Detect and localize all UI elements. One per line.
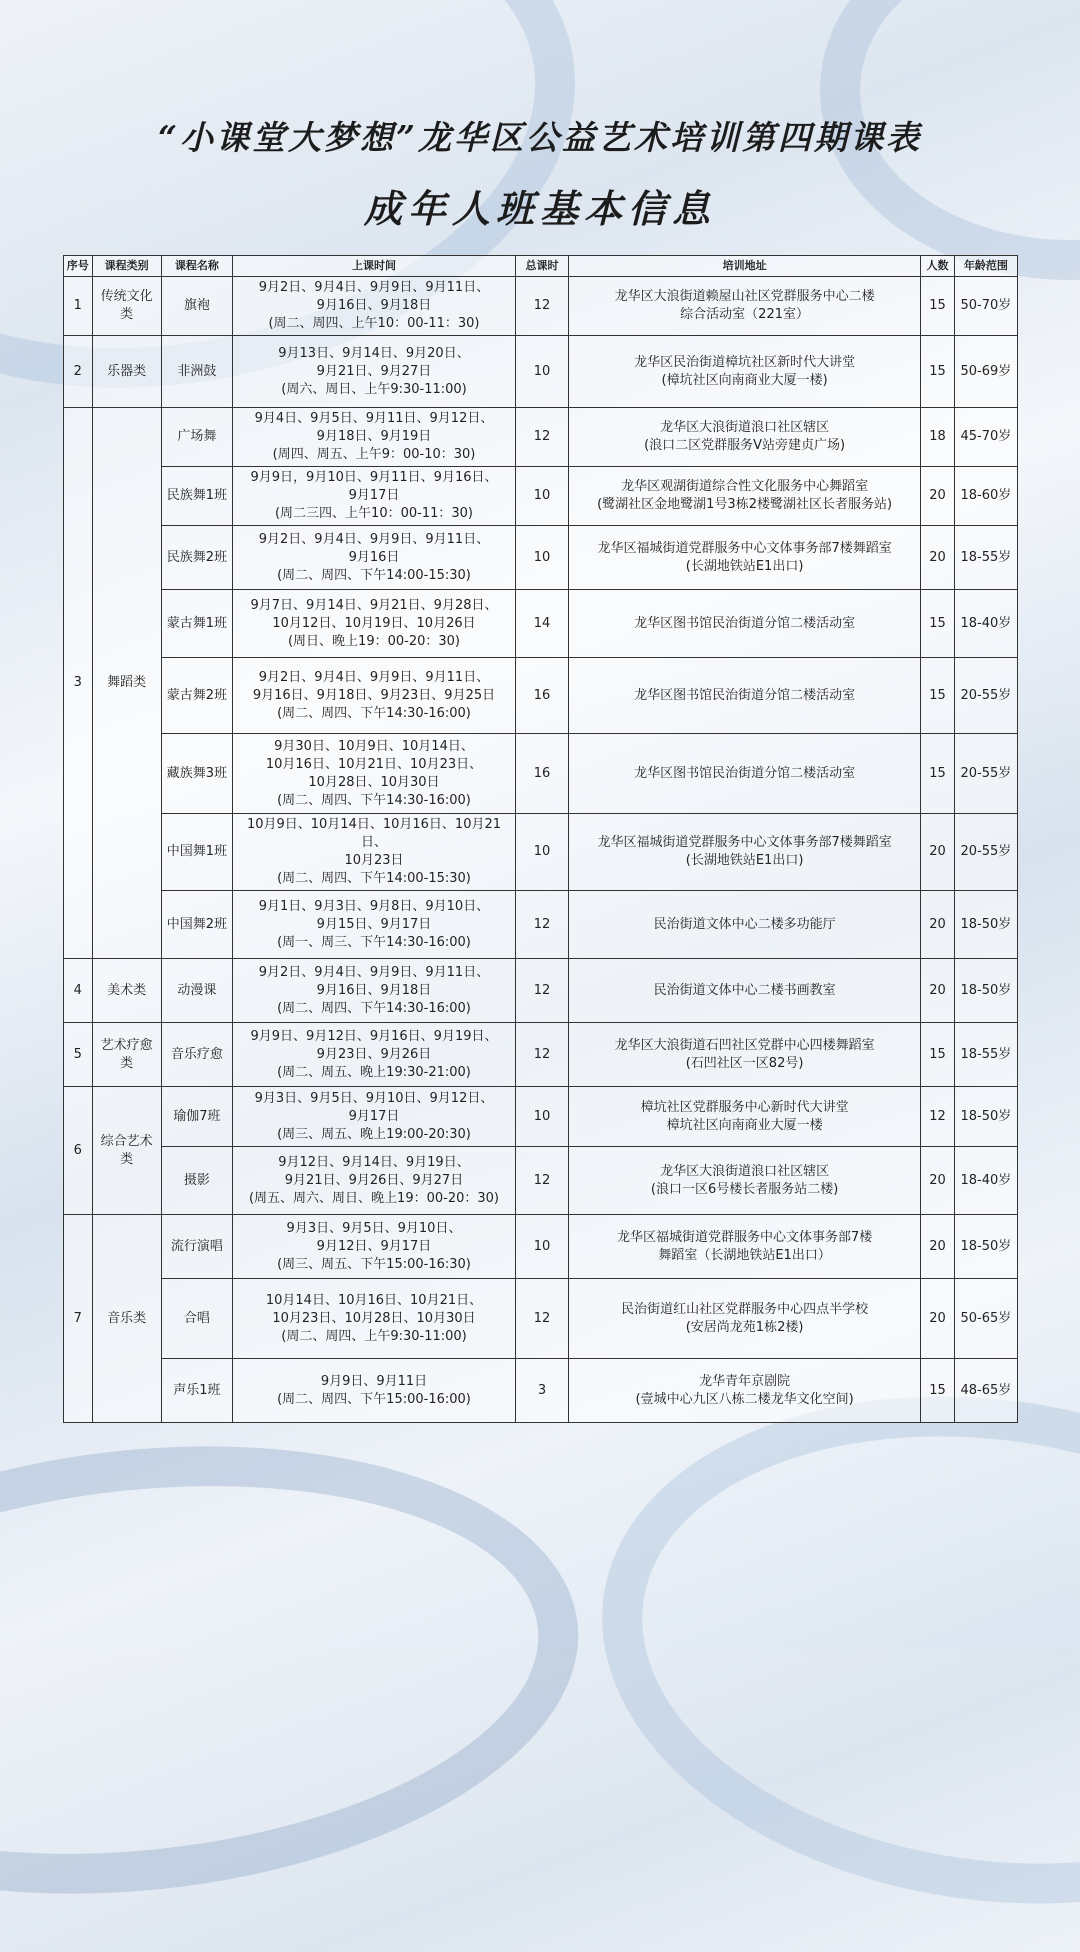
cell-age: 50-65岁 — [954, 1279, 1017, 1359]
cell-time: 9月9日、9月11日 (周二、周四、下午15:00-16:00) — [232, 1359, 515, 1423]
cell-course-name: 非洲鼓 — [161, 336, 232, 408]
table-row — [64, 1215, 1018, 1279]
cell-time: 10月9日、10月14日、10月16日、10月21日、 10月23日 (周二、周四、下午14:00-15:30) — [232, 814, 515, 891]
cell-people: 15 — [921, 277, 955, 336]
cell-time: 9月30日、10月9日、10月14日、 10月16日、10月21日、10月23日、 10月28日、10月30日 (周二、周四、下午14:30-16:00) — [232, 734, 515, 814]
cell-category: 舞蹈类 — [92, 408, 161, 959]
header-category: 课程类别 — [92, 256, 161, 277]
cell-people: 15 — [921, 336, 955, 408]
cell-hours: 12 — [516, 1147, 569, 1215]
table-row — [64, 658, 1018, 734]
cell-address: 龙华区图书馆民治街道分馆二楼活动室 — [568, 590, 920, 658]
cell-age: 18-60岁 — [954, 467, 1017, 526]
header-people: 人数 — [921, 256, 955, 277]
cell-address: 龙华区福城街道党群服务中心文体事务部7楼舞蹈室 (长湖地铁站E1出口) — [568, 526, 920, 590]
cell-people: 15 — [921, 1023, 955, 1087]
table-row — [64, 1359, 1018, 1423]
cell-time: 9月13日、9月14日、9月20日、 9月21日、9月27日 (周六、周日、上午9:30-11:00) — [232, 336, 515, 408]
cell-hours: 10 — [516, 814, 569, 891]
cell-category: 音乐类 — [92, 1215, 161, 1423]
cell-course-name: 蒙古舞2班 — [161, 658, 232, 734]
table-row — [64, 590, 1018, 658]
cell-time: 9月3日、9月5日、9月10日、9月12日、 9月17日 (周三、周五、晚上19:00-20:30) — [232, 1087, 515, 1147]
cell-people: 20 — [921, 891, 955, 959]
cell-course-name: 藏族舞3班 — [161, 734, 232, 814]
header-no: 序号 — [64, 256, 93, 277]
cell-hours: 10 — [516, 526, 569, 590]
cell-course-name: 声乐1班 — [161, 1359, 232, 1423]
cell-hours: 10 — [516, 1087, 569, 1147]
table-row — [64, 277, 1018, 336]
cell-people: 18 — [921, 408, 955, 467]
cell-course-name: 民族舞2班 — [161, 526, 232, 590]
table-row — [64, 1023, 1018, 1087]
cell-hours: 16 — [516, 734, 569, 814]
cell-course-name: 中国舞2班 — [161, 891, 232, 959]
table-row — [64, 959, 1018, 1023]
cell-address: 民治街道文体中心二楼多功能厅 — [568, 891, 920, 959]
cell-age: 18-40岁 — [954, 1147, 1017, 1215]
cell-course-name: 瑜伽7班 — [161, 1087, 232, 1147]
table-row — [64, 1279, 1018, 1359]
cell-age: 45-70岁 — [954, 408, 1017, 467]
cell-people: 20 — [921, 1215, 955, 1279]
cell-age: 18-50岁 — [954, 891, 1017, 959]
decor-swirl — [0, 1405, 601, 1935]
page-subtitle: 成年人班基本信息 — [363, 186, 716, 231]
cell-no: 3 — [64, 408, 93, 959]
cell-address: 龙华区民治街道樟坑社区新时代大讲堂 (樟坑社区向南商业大厦一楼) — [568, 336, 920, 408]
cell-course-name: 民族舞1班 — [161, 467, 232, 526]
table-row — [64, 891, 1018, 959]
cell-people: 15 — [921, 734, 955, 814]
cell-time: 9月1日、9月3日、9月8日、9月10日、 9月15日、9月17日 (周一、周三、下午14:30-16:00) — [232, 891, 515, 959]
cell-hours: 16 — [516, 658, 569, 734]
cell-age: 50-69岁 — [954, 336, 1017, 408]
cell-hours: 14 — [516, 590, 569, 658]
table-row — [64, 526, 1018, 590]
page-title: “小课堂大梦想”龙华区公益艺术培训第四期课表 — [158, 118, 922, 157]
cell-age: 18-50岁 — [954, 1215, 1017, 1279]
cell-no: 7 — [64, 1215, 93, 1423]
cell-category: 美术类 — [92, 959, 161, 1023]
cell-address: 龙华区大浪街道石凹社区党群中心四楼舞蹈室 (石凹社区一区82号) — [568, 1023, 920, 1087]
cell-hours: 3 — [516, 1359, 569, 1423]
cell-address: 龙华区大浪街道浪口社区辖区 (浪口一区6号楼长者服务站二楼) — [568, 1147, 920, 1215]
cell-time: 9月12日、9月14日、9月19日、 9月21日、9月26日、9月27日 (周五、周六、周日、晚上19：00-20：30) — [232, 1147, 515, 1215]
header-course-name: 课程名称 — [161, 256, 232, 277]
schedule-table — [63, 255, 1018, 1423]
cell-category: 艺术疗愈类 — [92, 1023, 161, 1087]
cell-time: 9月4日、9月5日、9月11日、9月12日、 9月18日、9月19日 (周四、周五、上午9：00-10：30) — [232, 408, 515, 467]
cell-course-name: 音乐疗愈 — [161, 1023, 232, 1087]
cell-age: 18-55岁 — [954, 1023, 1017, 1087]
cell-time: 9月2日、9月4日、9月9日、9月11日、 9月16日、9月18日、9月23日、9月25日 (周二、周四、下午14:30-16:00) — [232, 658, 515, 734]
cell-people: 20 — [921, 1147, 955, 1215]
cell-hours: 12 — [516, 1279, 569, 1359]
cell-time: 9月3日、9月5日、9月10日、 9月12日、9月17日 (周三、周五、下午15:00-16:30) — [232, 1215, 515, 1279]
cell-no: 1 — [64, 277, 93, 336]
cell-address: 龙华区大浪街道赖屋山社区党群服务中心二楼 综合活动室（221室） — [568, 277, 920, 336]
cell-people: 15 — [921, 658, 955, 734]
cell-category: 乐器类 — [92, 336, 161, 408]
table-row — [64, 734, 1018, 814]
cell-no: 6 — [64, 1087, 93, 1215]
cell-address: 龙华区大浪街道浪口社区辖区 (浪口二区党群服务V站旁建贞广场) — [568, 408, 920, 467]
table-row — [64, 814, 1018, 891]
cell-people: 15 — [921, 1359, 955, 1423]
header-age: 年龄范围 — [954, 256, 1017, 277]
cell-people: 20 — [921, 467, 955, 526]
cell-people: 15 — [921, 590, 955, 658]
header-address: 培训地址 — [568, 256, 920, 277]
cell-no: 5 — [64, 1023, 93, 1087]
cell-people: 20 — [921, 814, 955, 891]
cell-address: 樟坑社区党群服务中心新时代大讲堂 樟坑社区向南商业大厦一楼 — [568, 1087, 920, 1147]
cell-time: 10月14日、10月16日、10月21日、 10月23日、10月28日、10月30日 (周二、周四、上午9:30-11:00) — [232, 1279, 515, 1359]
cell-age: 48-65岁 — [954, 1359, 1017, 1423]
cell-hours: 12 — [516, 959, 569, 1023]
table-header-row — [64, 256, 1018, 277]
header-time: 上课时间 — [232, 256, 515, 277]
cell-age: 20-55岁 — [954, 814, 1017, 891]
table-row — [64, 336, 1018, 408]
cell-no: 4 — [64, 959, 93, 1023]
cell-time: 9月2日、9月4日、9月9日、9月11日、 9月16日 (周二、周四、下午14:00-15:30) — [232, 526, 515, 590]
cell-age: 18-40岁 — [954, 590, 1017, 658]
header-hours: 总课时 — [516, 256, 569, 277]
cell-hours: 12 — [516, 408, 569, 467]
cell-category: 综合艺术类 — [92, 1087, 161, 1215]
cell-time: 9月2日、9月4日、9月9日、9月11日、 9月16日、9月18日 (周二、周四、下午14:30-16:00) — [232, 959, 515, 1023]
cell-time: 9月7日、9月14日、9月21日、9月28日、 10月12日、10月19日、10月26日 (周日、晚上19：00-20：30) — [232, 590, 515, 658]
cell-hours: 10 — [516, 467, 569, 526]
cell-address: 民治街道红山社区党群服务中心四点半学校 (安居尚龙苑1栋2楼) — [568, 1279, 920, 1359]
cell-age: 18-50岁 — [954, 959, 1017, 1023]
cell-course-name: 摄影 — [161, 1147, 232, 1215]
cell-course-name: 动漫课 — [161, 959, 232, 1023]
cell-course-name: 合唱 — [161, 1279, 232, 1359]
cell-category: 传统文化类 — [92, 277, 161, 336]
table-row — [64, 467, 1018, 526]
decor-swirl — [569, 1348, 1080, 1952]
cell-age: 18-55岁 — [954, 526, 1017, 590]
cell-course-name: 流行演唱 — [161, 1215, 232, 1279]
cell-course-name: 旗袍 — [161, 277, 232, 336]
cell-age: 50-70岁 — [954, 277, 1017, 336]
cell-hours: 12 — [516, 891, 569, 959]
cell-address: 龙华区福城街道党群服务中心文体事务部7楼 舞蹈室（长湖地铁站E1出口） — [568, 1215, 920, 1279]
cell-time: 9月9日，9月10日、9月11日、9月16日、 9月17日 (周二三四、上午10：00-11：30) — [232, 467, 515, 526]
cell-hours: 10 — [516, 1215, 569, 1279]
cell-time: 9月9日、9月12日、9月16日、9月19日、 9月23日、9月26日 (周二、周五、晚上19:30-21:00) — [232, 1023, 515, 1087]
cell-address: 民治街道文体中心二楼书画教室 — [568, 959, 920, 1023]
table-row — [64, 1147, 1018, 1215]
cell-hours: 12 — [516, 277, 569, 336]
cell-address: 龙华区福城街道党群服务中心文体事务部7楼舞蹈室 (长湖地铁站E1出口) — [568, 814, 920, 891]
cell-age: 20-55岁 — [954, 734, 1017, 814]
cell-people: 20 — [921, 959, 955, 1023]
cell-hours: 12 — [516, 1023, 569, 1087]
cell-address: 龙华区图书馆民治街道分馆二楼活动室 — [568, 658, 920, 734]
cell-people: 12 — [921, 1087, 955, 1147]
cell-people: 20 — [921, 1279, 955, 1359]
table-row — [64, 1087, 1018, 1147]
table-row — [64, 408, 1018, 467]
cell-age: 18-50岁 — [954, 1087, 1017, 1147]
cell-course-name: 中国舞1班 — [161, 814, 232, 891]
cell-address: 龙华区观湖街道综合性文化服务中心舞蹈室 (鹭湖社区金地鹭湖1号3栋2楼鹭湖社区长者服务站) — [568, 467, 920, 526]
cell-course-name: 蒙古舞1班 — [161, 590, 232, 658]
cell-address: 龙华区图书馆民治街道分馆二楼活动室 — [568, 734, 920, 814]
cell-course-name: 广场舞 — [161, 408, 232, 467]
cell-age: 20-55岁 — [954, 658, 1017, 734]
cell-no: 2 — [64, 336, 93, 408]
cell-hours: 10 — [516, 336, 569, 408]
cell-people: 20 — [921, 526, 955, 590]
cell-address: 龙华青年京剧院 (壹城中心九区八栋二楼龙华文化空间) — [568, 1359, 920, 1423]
cell-time: 9月2日、9月4日、9月9日、9月11日、 9月16日、9月18日 (周二、周四、上午10：00-11：30) — [232, 277, 515, 336]
